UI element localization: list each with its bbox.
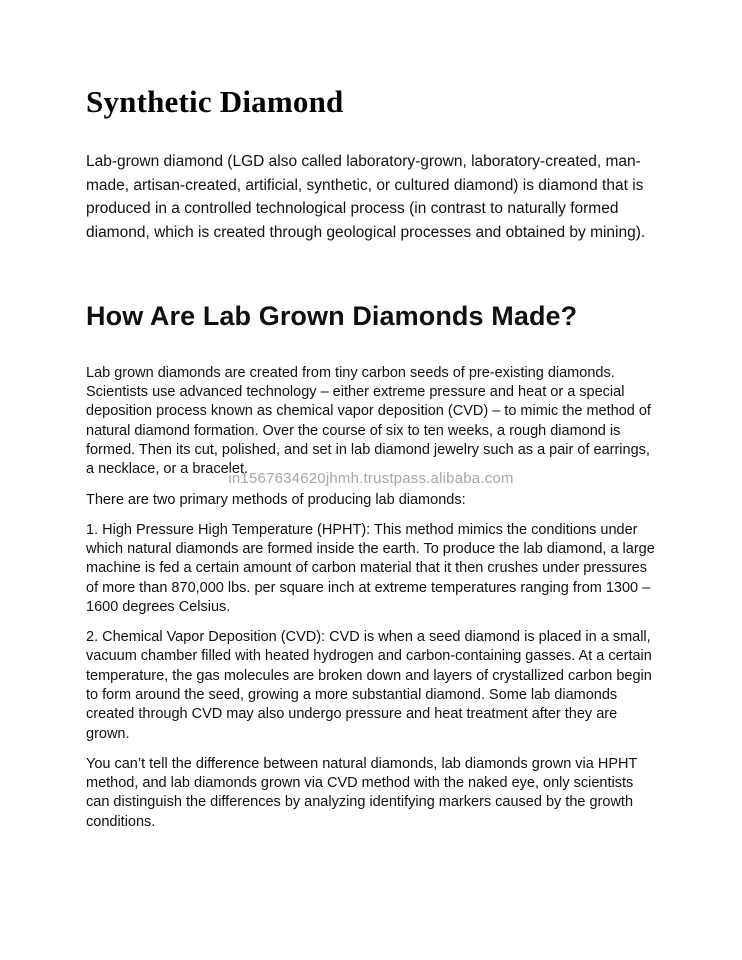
watermark-text: in1567634620jhmh.trustpass.alibaba.com <box>228 470 514 487</box>
paragraph-difference: You can’t tell the difference between natural diamonds, lab diamonds grown via HPHT method, and lab diamonds grown via CVD method with the naked eye, only scientists can distinguish the differences by analyzing identifying markers caused by the growth conditions. <box>86 755 638 830</box>
paragraph-cvd-method: 2. Chemical Vapor Deposition (CVD): CVD is when a seed diamond is placed in a small, vacuum chamber filled with heated hydrogen and carbon-containing gasses. At a certain temperature, the gas molecules are broken down and layers of crystallized carbon begin to form around the seed, growing a more substantial diamond. Some lab diamonds created through CVD may also undergo pressure and heat treatment after they are grown. <box>86 629 652 742</box>
section-heading: How Are Lab Grown Diamonds Made? <box>86 300 578 331</box>
paragraph-how-made: Lab grown diamonds are created from tiny carbon seeds of pre-existing diamonds. Scientists use advanced technology – either extreme pressure and heat or a special deposition process known as chemical vapor deposition (CVD) – to mimic the method of natural diamond formation. Over the course of six to ten weeks, a rough diamond is formed. Then its cut, polished, and set in lab diamond jewelry such as a pair of earrings, a necklace, or a bracelet. <box>86 364 651 478</box>
intro-paragraph: Lab-grown diamond (LGD also called laboratory-grown, laboratory-created, man-made, artisan-created, artificial, synthetic, or cultured diamond) is diamond that is produced in a controlled technological process (in contrast to naturally formed diamond, which is created through geological processes and obtained by mining). <box>86 153 646 242</box>
document-title: Synthetic Diamond <box>86 84 344 119</box>
paragraph-two-methods: There are two primary methods of producing lab diamonds: <box>86 491 466 508</box>
body-paragraphs <box>86 364 658 832</box>
document-content <box>86 84 658 843</box>
paragraph-hpht-method: 1. High Pressure High Temperature (HPHT): This method mimics the conditions under which natural diamonds are formed inside the earth. To produce the lab diamond, a large machine is fed a certain amount of carbon material that it then crushes under pressures of more than 870,000 lbs. per square inch at extreme temperatures ranging from 1300 – 1600 degrees Celsius. <box>86 521 655 615</box>
